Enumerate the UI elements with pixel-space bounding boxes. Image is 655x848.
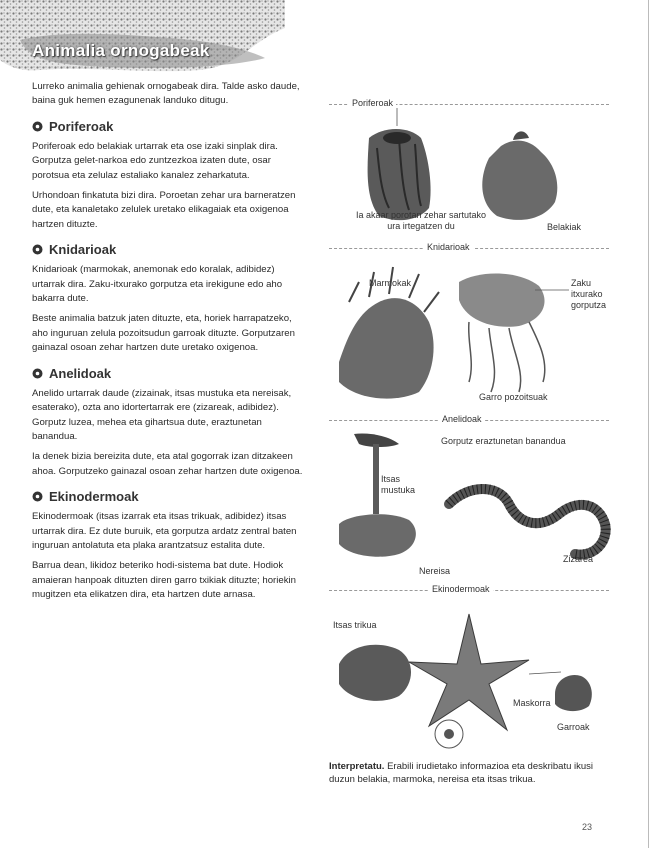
section-heading: Knidarioak xyxy=(49,242,117,258)
label-itsas-mustuka: Itsas mustuka xyxy=(381,474,416,495)
header-texture xyxy=(0,0,285,75)
section-knidarioak xyxy=(32,242,308,355)
interpretation-caption xyxy=(329,760,609,786)
caption-text: Erabili irudietako informazioa eta deskribatu ikusi duzun belakia, marmoka, nereisa eta itsas trikua. xyxy=(329,761,594,785)
label-zaku-gorputza: Zaku itxurako gorputza xyxy=(571,278,607,310)
label-garroak: Garroak xyxy=(557,722,590,732)
label-maskorra: Maskorra xyxy=(513,698,551,708)
section-poriferoak xyxy=(32,119,308,232)
flower-bullet-icon xyxy=(32,121,43,132)
section-paragraph: Knidarioak (marmokak, anemonak edo koralak, adibidez) urtarrak dira. Zaku-itxurako gorputza eta irekigune edo aho bakarra dute. xyxy=(32,264,283,305)
panel-knidarioak xyxy=(329,242,614,412)
section-paragraph: Ia denek bizia bereizita dute, eta atal gogorrak izan ditzakeen ahoa. Gorputzeko gainazal osoan zehar hartzen dute oxigenoa. xyxy=(32,451,303,477)
panel-title: Knidarioak xyxy=(424,242,473,252)
section-heading: Ekinodermoak xyxy=(49,489,139,505)
label-gorputz-eraztun: Gorputz eraztunetan banandua xyxy=(441,436,566,446)
section-anelidoak xyxy=(32,366,308,479)
label-zizarea: Zizarea xyxy=(563,554,594,564)
panel-poriferoak xyxy=(329,98,614,240)
section-heading: Anelidoak xyxy=(49,365,112,381)
text-column xyxy=(32,80,308,609)
panel-title: Poriferoak xyxy=(349,98,396,108)
panel-anelidoak xyxy=(329,414,614,582)
page-title: Animalia ornogabeak xyxy=(32,41,210,60)
flower-bullet-icon xyxy=(32,244,43,255)
section-paragraph: Urhondoan finkatuta bizi dira. Poroetan zehar ura barneratzen dute, eta kanaletako zelulek uretako elikagaiak eta oxigenoa hartzen dituzte. xyxy=(32,190,296,230)
intro-paragraph: Lurreko animalia gehienak ornogabeak dira. Talde asko daude, baina guk hemen ezagunenak landuko ditugu. xyxy=(32,81,300,107)
section-ekinodermoak xyxy=(32,489,308,602)
panel-ekinodermoak xyxy=(329,584,614,756)
flower-bullet-icon xyxy=(32,368,43,379)
header-texture-svg xyxy=(0,0,285,75)
section-paragraph: Beste animalia batzuk jaten dituzte, eta, horiek harrapatzeko, aho inguruan zelula pozoitsudun garroak dituzte. Gorputzaren gainazal osoan zehar hartzen dute uretako oxigenoa. xyxy=(32,313,295,354)
label-garro-pozoitsuak: Garro pozoitsuak xyxy=(479,392,548,402)
page-edge-line xyxy=(648,0,649,848)
section-paragraph: Poriferoak edo belakiak urtarrak eta ose izaki sinplak dira. Gorputza gelet-narkoa edo zuntzezkoa izaten dute, osar porotsua eta zelulaz estaliako kanalez zeharkatuta. xyxy=(32,140,278,181)
cnidarian-illustration xyxy=(329,242,614,412)
panel-title: Anelidoak xyxy=(439,414,485,424)
page-number: 23 xyxy=(582,822,593,832)
section-heading: Poriferoak xyxy=(49,118,114,134)
caption-poriferoak-left: Ia akaar porotan zehar sartutako ura irtegatzen du xyxy=(355,210,487,231)
panel-title: Ekinodermoak xyxy=(429,584,493,594)
section-paragraph: Ekinodermoak (itsas izarrak eta itsas trikuak, adibidez) itsas urtarrak dira. Ez dute buruik, eta gorputza ardatz zentral baten inguruan antolatuta eta plaka arantzatsuz estalita dute. xyxy=(32,511,297,551)
label-nereisa: Nereisa xyxy=(419,566,451,576)
label-marmokak: Marmokak xyxy=(369,278,412,288)
section-paragraph: Barrua dean, likidoz beteriko hodi-sistema bat dute. Hodiok amaieran hanpoak dituzten diren garro txikiak dituzte; horiekin mugitzen eta elikatzen dira, eta hartzen dute arnasa. xyxy=(32,560,296,601)
label-itsas-trikua: Itsas trikua xyxy=(333,620,377,630)
section-paragraph: Anelido urtarrak daude (zizainak, itsas mustuka eta nereisak, esaterako), ozta ano idortertarrak ere (zizareak, adibidez). Gorputz luzea, mehea eta gihartsua dute, eraztunetan banandua. xyxy=(32,387,292,442)
caption-bold: Interpretatu. xyxy=(329,761,385,772)
flower-bullet-icon xyxy=(32,491,43,502)
caption-poriferoak-right: Belakiak xyxy=(547,222,582,232)
